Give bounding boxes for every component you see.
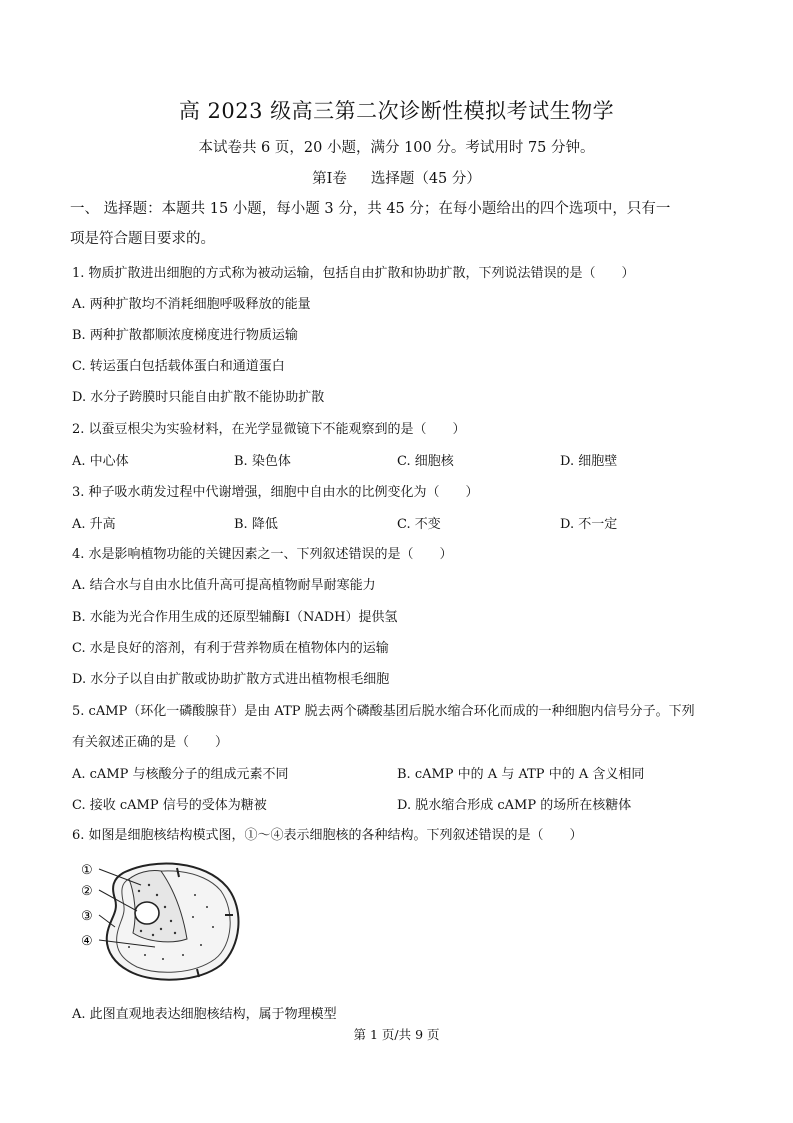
question-2-option-a: A. 中心体 <box>72 454 129 469</box>
question-5-option-b: B. cAMP 中的 A 与 ATP 中的 A 含义相同 <box>397 767 645 782</box>
question-3-option-a: A. 升高 <box>72 517 116 532</box>
question-2-option-d: D. 细胞壁 <box>560 454 618 469</box>
section-part: 第Ⅰ卷 <box>312 171 347 187</box>
page-footer: 第 1 页/共 9 页 <box>353 1027 440 1042</box>
question-1-stem: 1. 物质扩散进出细胞的方式称为被动运输，包括自由扩散和协助扩散，下列说法错误的是（ ） <box>72 266 635 281</box>
nucleus-structure-diagram <box>75 855 245 985</box>
figure-label-2: ② <box>81 884 93 899</box>
question-3-option-c: C. 不变 <box>397 517 441 532</box>
question-3-option-d: D. 不一定 <box>560 517 618 532</box>
question-5-option-a: A. cAMP 与核酸分子的组成元素不同 <box>72 767 289 782</box>
question-2-option-b: B. 染色体 <box>234 454 291 469</box>
question-5-option-d: D. 脱水缩合形成 cAMP 的场所在核糖体 <box>397 798 632 813</box>
question-4-option-a: A. 结合水与自由水比值升高可提高植物耐旱耐寒能力 <box>72 578 376 593</box>
question-3-option-b: B. 降低 <box>234 517 278 532</box>
question-5-stem-continued: 有关叙述正确的是（ ） <box>72 735 229 750</box>
nucleolus <box>135 902 159 924</box>
question-4-option-d: D. 水分子以自由扩散或协助扩散方式进出植物根毛细胞 <box>72 672 390 687</box>
question-6-option-a: A. 此图直观地表达细胞核结构，属于物理模型 <box>72 1007 337 1022</box>
exam-subtitle: 本试卷共 6 页，20 小题，满分 100 分。考试用时 75 分钟。 <box>198 140 595 156</box>
figure-label-4: ④ <box>81 934 93 949</box>
section-heading <box>0 167 793 188</box>
instructions-line-2: 项是符合题目要求的。 <box>70 231 215 247</box>
question-4-stem: 4. 水是影响植物功能的关键因素之一、下列叙述错误的是（ ） <box>72 547 453 562</box>
question-4-option-c: C. 水是良好的溶剂，有利于营养物质在植物体内的运输 <box>72 641 389 656</box>
question-5-option-c: C. 接收 cAMP 信号的受体为糖被 <box>72 798 267 813</box>
figure-label-3: ③ <box>81 909 93 924</box>
question-2-stem: 2. 以蚕豆根尖为实验材料，在光学显微镜下不能观察到的是（ ） <box>72 422 466 437</box>
instructions-line-1: 一、 选择题：本题共 15 小题，每小题 3 分，共 45 分；在每小题给出的四个选项中，只有一 <box>70 201 671 217</box>
question-1-option-a: A. 两种扩散均不消耗细胞呼吸释放的能量 <box>72 297 311 312</box>
question-3-stem: 3. 种子吸水萌发过程中代谢增强，细胞中自由水的比例变化为（ ） <box>72 485 479 500</box>
question-6-stem: 6. 如图是细胞核结构模式图，①～④表示细胞核的各种结构。下列叙述错误的是（ ） <box>72 828 583 843</box>
question-1-option-d: D. 水分子跨膜时只能自由扩散不能协助扩散 <box>72 390 325 405</box>
figure-label-1: ① <box>81 863 93 878</box>
question-2-option-c: C. 细胞核 <box>397 454 454 469</box>
exam-title: 高 2023 级高三第二次诊断性模拟考试生物学 <box>178 99 615 123</box>
section-name: 选择题（45 分） <box>370 171 481 187</box>
question-1-option-c: C. 转运蛋白包括载体蛋白和通道蛋白 <box>72 359 285 374</box>
question-5-stem: 5. cAMP（环化一磷酸腺苷）是由 ATP 脱去两个磷酸基团后脱水缩合环化而成的一种细胞内信号分子。下列 <box>72 704 695 719</box>
question-4-option-b: B. 水能为光合作用生成的还原型辅酶Ⅰ（NADH）提供氢 <box>72 610 398 625</box>
question-1-option-b: B. 两种扩散都顺浓度梯度进行物质运输 <box>72 328 298 343</box>
